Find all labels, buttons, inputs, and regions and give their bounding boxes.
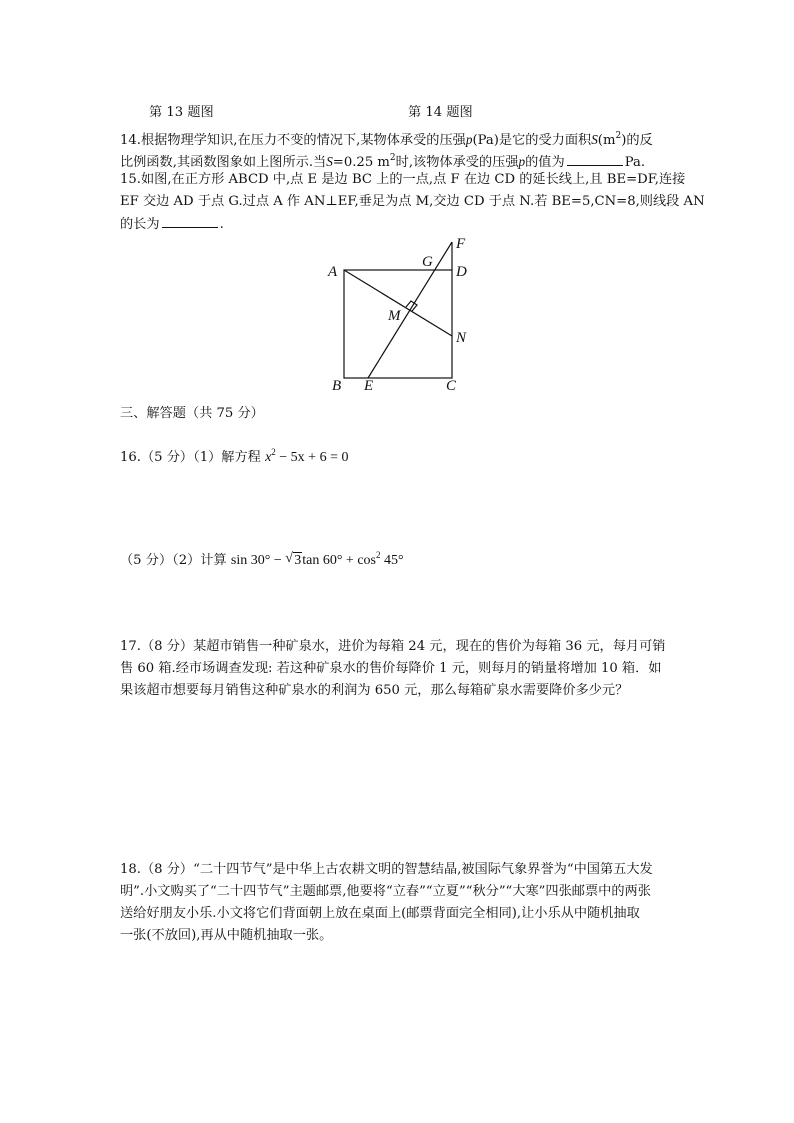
label-a: A (328, 264, 338, 280)
q16-part1: 16.（5 分）（1）解方程 $x^2 - 5x + 6 = 0$ (120, 447, 349, 465)
caption-fig14: 第 14 题图 (408, 105, 473, 120)
q14-line2: 比例函数,其函数图象如上图所示.当S=0.25 $m^2$时,该物体承受的压强p的值为 Pa. (120, 153, 646, 170)
section3-title: 三、解答题（共 75 分） (120, 406, 264, 421)
q18-line2: 明”.小文购买了“二十四节气”主题邮票,他要将“立春”“立夏”“秋分”“大寒”四张邮票中的两张 (120, 884, 651, 899)
caption-fig13: 第 13 题图 (149, 105, 214, 120)
q17-line3: 果该超市想要每月销售这种矿泉水的利润为 650 元，那么每箱矿泉水需要降价多少元？ (120, 683, 629, 698)
q18-line3: 送给好朋友小乐.小文将它们背面朝上放在桌面上(邮票背面完全相同),让小乐从中随机抽取 (120, 906, 640, 921)
square-abcd (344, 270, 452, 378)
q17-line2: 售 60 箱.经市场调查发现: 若这种矿泉水的售价每降价 1 元，则每月的销量将增加 10 箱．如 (120, 661, 662, 676)
label-b: B (332, 378, 342, 394)
q15-line1: 15.如图,在正方形 ABCD 中,点 E 是边 BC 上的一点,点 F 在边 CD 的延长线上,且 BE=DF,连接 (120, 172, 686, 187)
q17-line1: 17.（8 分）某超市销售一种矿泉水，进价为每箱 24 元，现在的售价为每箱 36 元，每月可销 (120, 639, 666, 654)
label-g: G (422, 254, 433, 270)
label-n: N (456, 330, 467, 346)
label-e: E (364, 378, 374, 394)
square-figure (320, 234, 490, 394)
q16-part2: （5 分）（2）计算 sin 30° − √ 3tan $60^\circ + \cos^2 45^\circ$ (120, 547, 404, 569)
q18-line4: 一张(不放回),再从中随机抽取一张。 (120, 928, 333, 943)
segment-an (344, 270, 452, 336)
label-c: C (446, 378, 457, 394)
q18-line1: 18.（8 分）“二十四节气”是中华上古农耕文明的智慧结晶,被国际气象界誉为“中国第五大发 (120, 862, 653, 877)
q14-line1: 14.根据物理学知识,在压力不变的情况下,某物体承受的压强p(Pa)是它的受力面积$S(m^2)$的反 (120, 131, 653, 148)
q15-line3: 的长为 . (120, 217, 224, 232)
label-f: F (456, 236, 466, 252)
answer-blank-q15[interactable] (162, 216, 218, 228)
q16-expression: sin 30° − √ 3tan $60^\circ + \cos^2 45^\circ$ (231, 553, 404, 568)
label-m: M (388, 308, 401, 324)
label-d: D (456, 264, 467, 280)
q15-line2: EF 交边 AD 于点 G.过点 A 作 AN⊥EF,垂足为点 M,交边 CD 于点 N.若 BE=5,CN=8,则线段 AN (120, 194, 705, 209)
q16-equation: $x^2 - 5x + 6 = 0$ (265, 447, 349, 465)
answer-blank-q14[interactable] (567, 154, 623, 166)
